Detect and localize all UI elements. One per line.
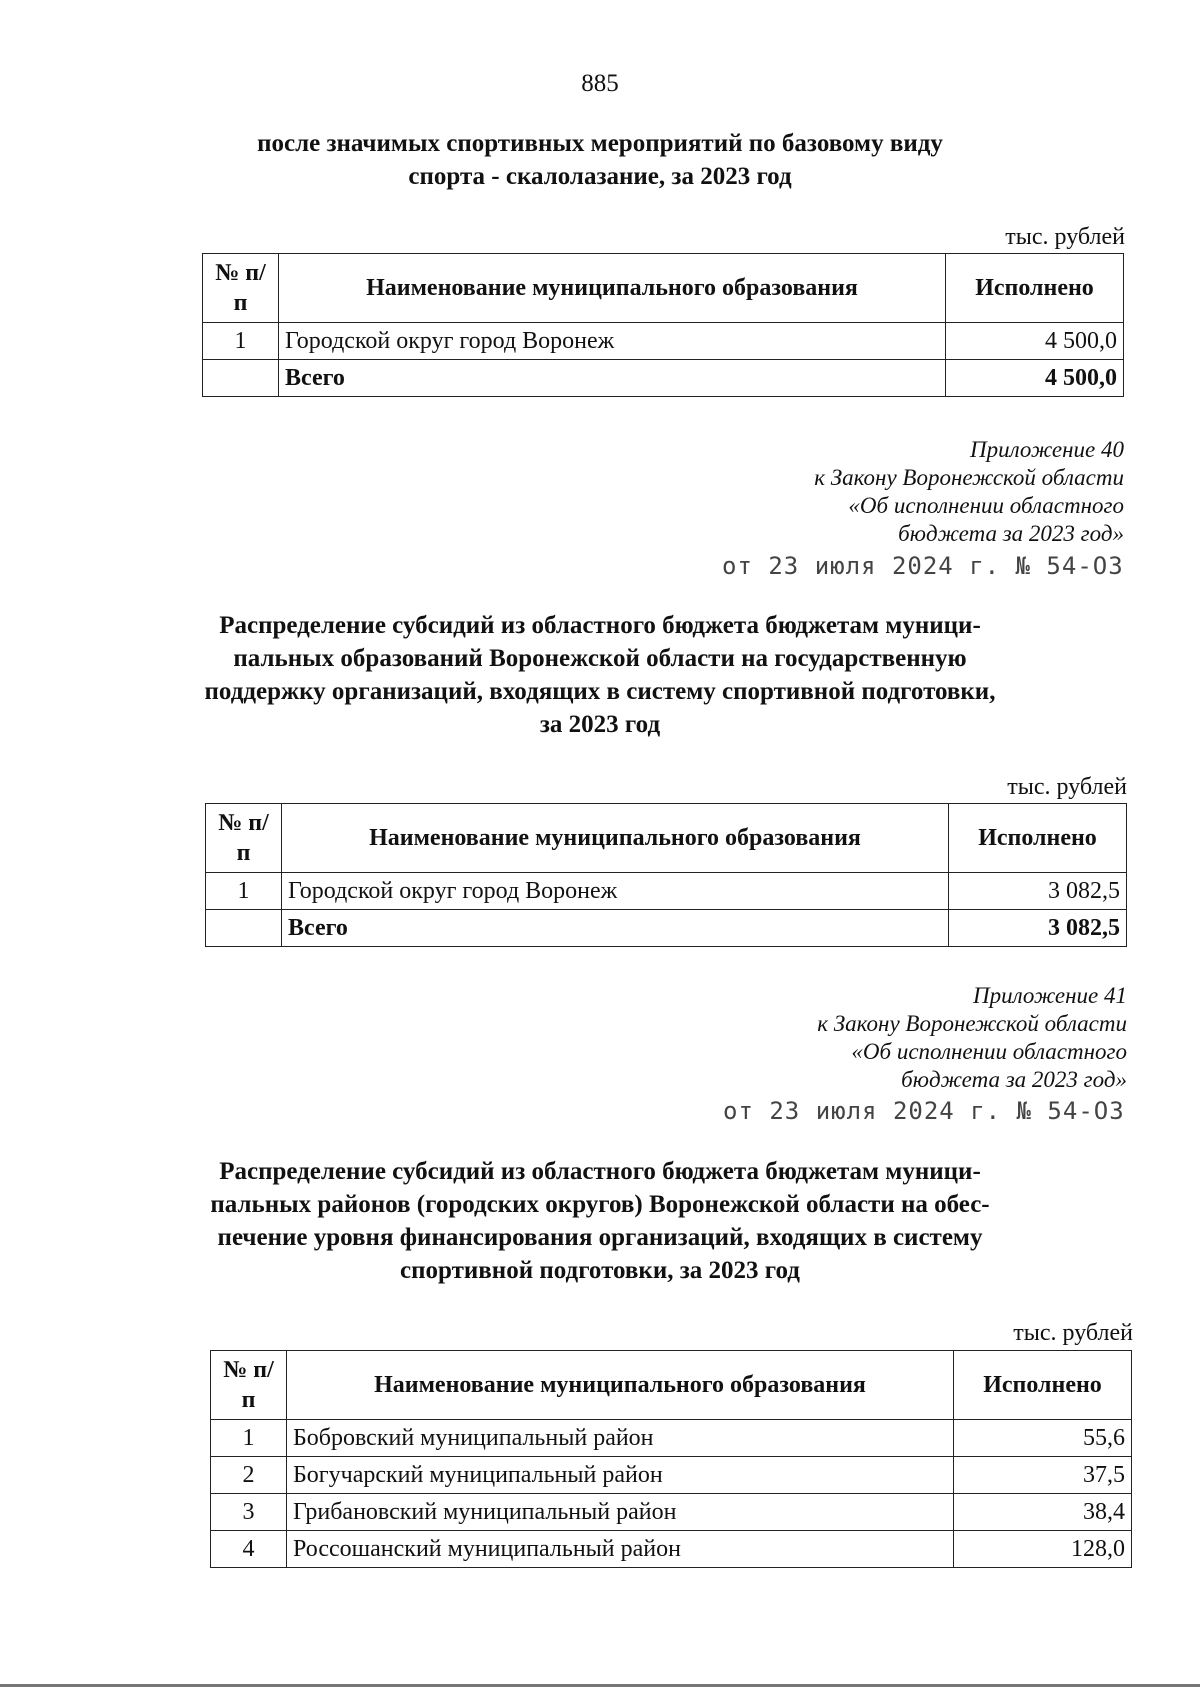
appendix-line: Приложение 41 [972,983,1127,1008]
section3-title-line: пальных районов (городских округов) Воронежской области на обес- [210,1191,990,1218]
appendix-line: бюджета за 2023 год» [898,521,1124,546]
section2-title [0,609,1200,741]
table-row [211,1494,1132,1531]
section2-title-line: поддержку организаций, входящих в систему спортивной подготовки, [204,678,996,705]
section3-title-line: печение уровня финансирования организаций, входящих в систему [217,1224,983,1251]
row-num: 2 [211,1457,287,1494]
section3-title-line: спортивной подготовки, за 2023 год [400,1257,800,1284]
appendix-line: «Об исполнении областного [851,1039,1127,1064]
section3-title [0,1155,1200,1287]
table-total-row [206,910,1127,947]
header-value: Исполнено [946,254,1124,323]
section3-units: тыс. рублей [1013,1320,1133,1346]
header-value: Исполнено [954,1351,1132,1420]
table-row [206,873,1127,910]
appendix-line: Приложение 40 [969,437,1124,462]
total-value: 4 500,0 [946,360,1124,397]
appendix41-decree: от 23 июля 2024 г. № 54-ОЗ [723,1097,1125,1125]
header-num: № п/п [206,804,282,873]
page-bottom-rule [0,1684,1200,1687]
row-value: 4 500,0 [946,323,1124,360]
appendix40-block [700,436,1124,548]
section2-table [205,803,1127,947]
row-name: Городской округ город Воронеж [279,323,946,360]
row-value: 37,5 [954,1457,1132,1494]
row-num: 1 [203,323,279,360]
row-value: 55,6 [954,1420,1132,1457]
table-row [203,323,1124,360]
row-name: Россошанский муниципальный район [287,1531,954,1568]
table-row [211,1457,1132,1494]
header-name: Наименование муниципального образования [279,254,946,323]
header-value: Исполнено [949,804,1127,873]
total-value: 3 082,5 [949,910,1127,947]
row-num: 4 [211,1531,287,1568]
section2-title-line: за 2023 год [539,711,661,738]
header-name: Наименование муниципального образования [287,1351,954,1420]
row-value: 128,0 [954,1531,1132,1568]
row-name: Грибановский муниципальный район [287,1494,954,1531]
appendix-line: к Закону Воронежской области [817,1011,1127,1036]
table-total-row [203,360,1124,397]
section3-title-line: Распределение субсидий из областного бюджета бюджетам муници- [219,1158,981,1185]
table-header-row [206,804,1127,873]
row-num: 3 [211,1494,287,1531]
total-num [203,360,279,397]
section1-title-line: после значимых спортивных мероприятий по базовому виду [257,130,943,157]
row-num: 1 [206,873,282,910]
section2-title-line: пальных образований Воронежской области на государственную [233,645,967,672]
table-row [211,1420,1132,1457]
header-name: Наименование муниципального образования [282,804,949,873]
section1-units: тыс. рублей [1005,224,1125,250]
table-header-row [211,1351,1132,1420]
section2-title-line: Распределение субсидий из областного бюджета бюджетам муници- [219,612,981,639]
section1-table [202,253,1124,397]
total-num [206,910,282,947]
row-name: Богучарский муниципальный район [287,1457,954,1494]
total-label: Всего [282,910,949,947]
appendix40-decree: от 23 июля 2024 г. № 54-ОЗ [722,552,1124,580]
table-row [211,1531,1132,1568]
section1-title [30,127,1170,193]
row-num: 1 [211,1420,287,1457]
header-num: № п/п [211,1351,287,1420]
total-label: Всего [279,360,946,397]
appendix-line: к Закону Воронежской области [814,465,1124,490]
row-name: Городской округ город Воронеж [282,873,949,910]
row-name: Бобровский муниципальный район [287,1420,954,1457]
appendix-line: «Об исполнении областного [848,493,1124,518]
header-num: № п/п [203,254,279,323]
row-value: 38,4 [954,1494,1132,1531]
table-header-row [203,254,1124,323]
appendix41-block [700,982,1127,1094]
section3-table [210,1350,1132,1568]
row-value: 3 082,5 [949,873,1127,910]
section2-units: тыс. рублей [1007,774,1127,800]
section1-title-line: спорта - скалолазание, за 2023 год [408,163,792,190]
appendix-line: бюджета за 2023 год» [901,1067,1127,1092]
page-number: 885 [581,70,619,97]
